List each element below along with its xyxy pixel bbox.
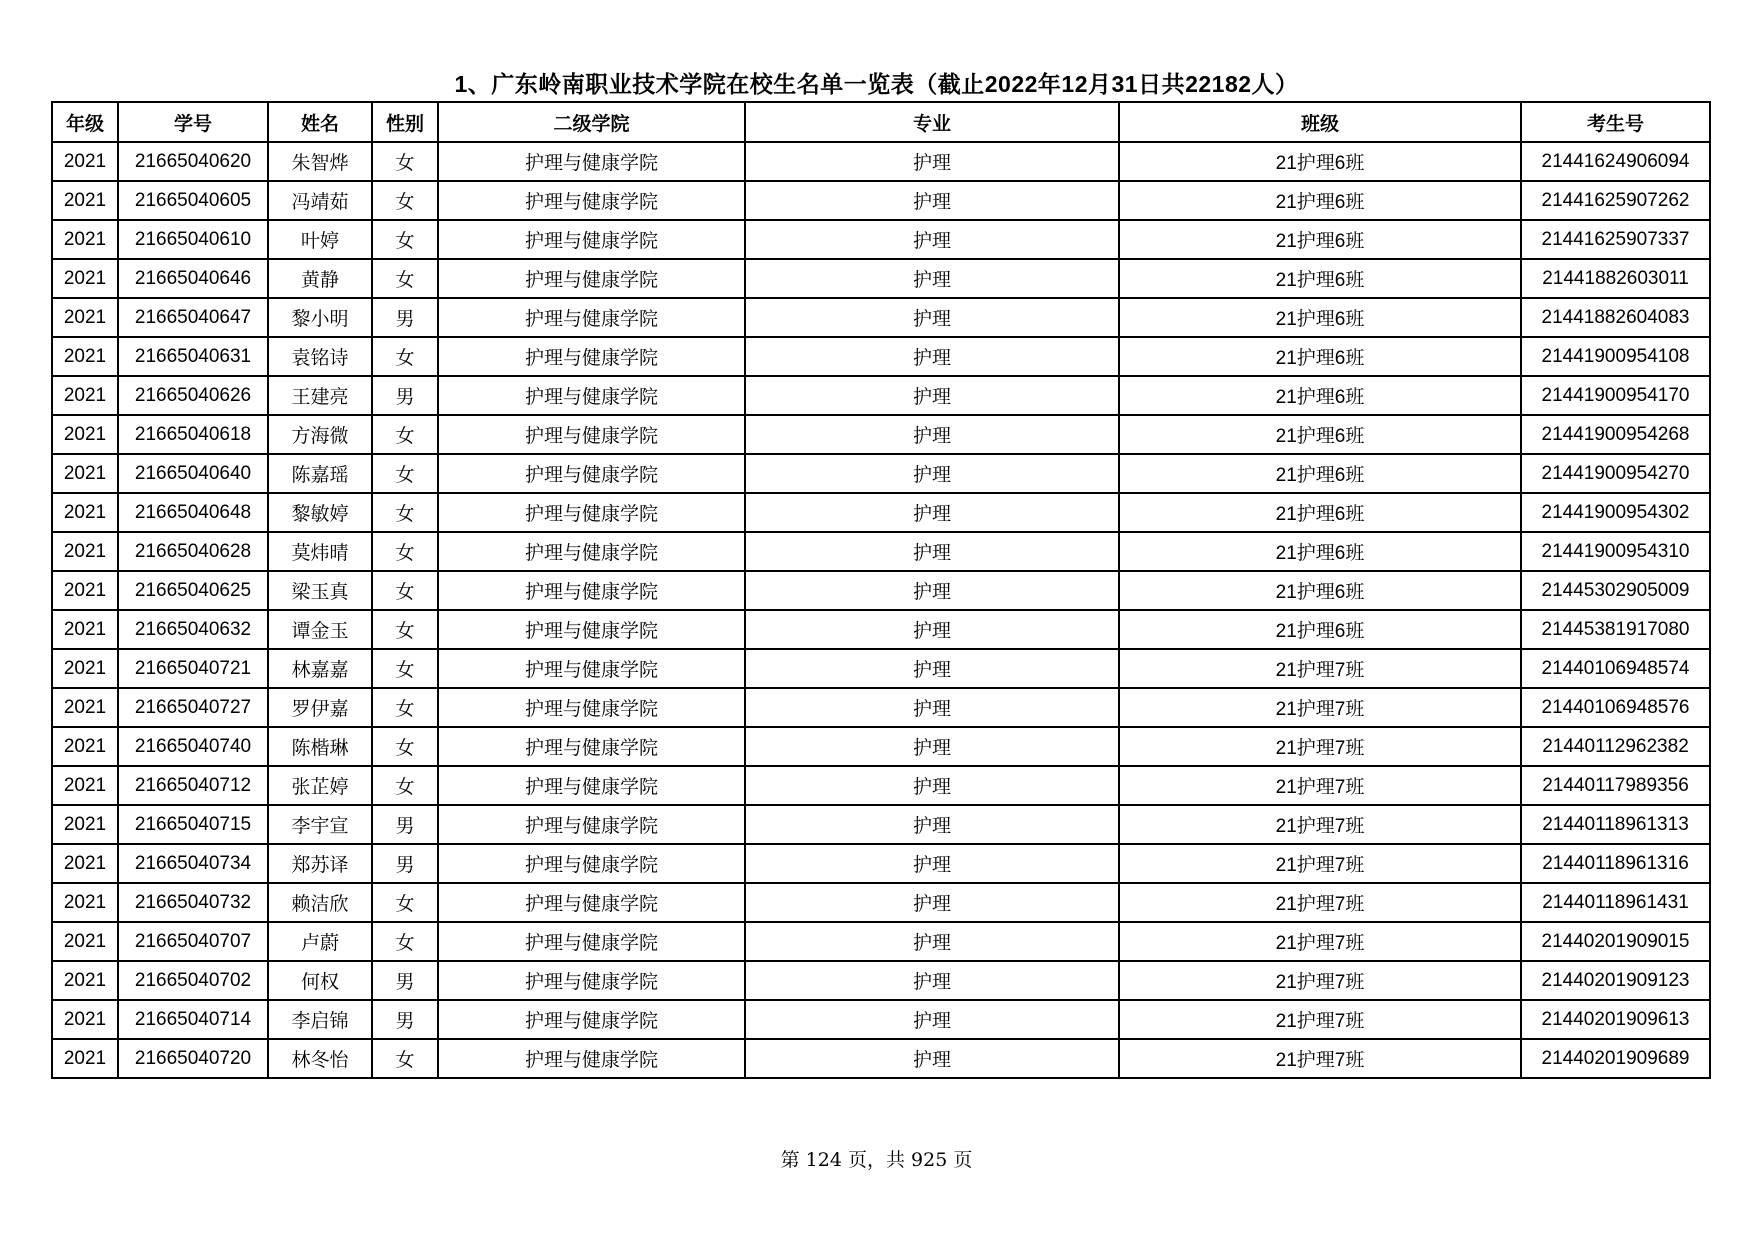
- cell-gender: 男: [372, 298, 438, 337]
- cell-gender: 女: [372, 142, 438, 181]
- cell-major: 护理: [745, 220, 1119, 259]
- cell-class: 21护理6班: [1119, 532, 1521, 571]
- table-row: [52, 805, 1710, 844]
- cell-exam-number: 21440201909613: [1521, 1000, 1710, 1039]
- cell-gender: 男: [372, 1000, 438, 1039]
- header-major: 专业: [745, 102, 1119, 142]
- table-row: [52, 844, 1710, 883]
- table-row: [52, 883, 1710, 922]
- cell-gender: 女: [372, 493, 438, 532]
- cell-student-id: 21665040721: [118, 649, 268, 688]
- page-title: 1、广东岭南职业技术学院在校生名单一览表（截止2022年12月31日共22182人）: [454, 71, 1299, 97]
- cell-class: 21护理6班: [1119, 610, 1521, 649]
- cell-class: 21护理6班: [1119, 415, 1521, 454]
- cell-class: 21护理7班: [1119, 1000, 1521, 1039]
- cell-major: 护理: [745, 610, 1119, 649]
- page-footer: 第 124 页，共 925 页: [780, 1149, 973, 1171]
- cell-student-id: 21665040632: [118, 610, 268, 649]
- cell-grade: 2021: [52, 454, 118, 493]
- cell-student-id: 21665040626: [118, 376, 268, 415]
- cell-name: 陈楷琳: [268, 727, 372, 766]
- cell-grade: 2021: [52, 142, 118, 181]
- cell-name: 张芷婷: [268, 766, 372, 805]
- cell-college: 护理与健康学院: [438, 1000, 745, 1039]
- cell-college: 护理与健康学院: [438, 922, 745, 961]
- table-row: [52, 376, 1710, 415]
- cell-college: 护理与健康学院: [438, 766, 745, 805]
- cell-name: 李启锦: [268, 1000, 372, 1039]
- cell-name: 袁铭诗: [268, 337, 372, 376]
- cell-class: 21护理6班: [1119, 259, 1521, 298]
- cell-major: 护理: [745, 766, 1119, 805]
- cell-exam-number: 21440117989356: [1521, 766, 1710, 805]
- table-row: [52, 961, 1710, 1000]
- cell-college: 护理与健康学院: [438, 805, 745, 844]
- cell-gender: 女: [372, 415, 438, 454]
- cell-major: 护理: [745, 649, 1119, 688]
- table-row: [52, 142, 1710, 181]
- cell-college: 护理与健康学院: [438, 259, 745, 298]
- cell-class: 21护理6班: [1119, 337, 1521, 376]
- cell-gender: 男: [372, 805, 438, 844]
- cell-grade: 2021: [52, 961, 118, 1000]
- cell-name: 黎敏婷: [268, 493, 372, 532]
- cell-college: 护理与健康学院: [438, 454, 745, 493]
- table-row: [52, 220, 1710, 259]
- cell-exam-number: 21440201909123: [1521, 961, 1710, 1000]
- cell-class: 21护理6班: [1119, 181, 1521, 220]
- cell-college: 护理与健康学院: [438, 1039, 745, 1078]
- cell-college: 护理与健康学院: [438, 532, 745, 571]
- cell-grade: 2021: [52, 532, 118, 571]
- cell-major: 护理: [745, 922, 1119, 961]
- cell-college: 护理与健康学院: [438, 220, 745, 259]
- cell-student-id: 21665040648: [118, 493, 268, 532]
- table-row: [52, 649, 1710, 688]
- table-row: [52, 1000, 1710, 1039]
- cell-college: 护理与健康学院: [438, 883, 745, 922]
- cell-grade: 2021: [52, 493, 118, 532]
- cell-exam-number: 21441882604083: [1521, 298, 1710, 337]
- table-row: [52, 571, 1710, 610]
- cell-name: 黄静: [268, 259, 372, 298]
- cell-student-id: 21665040620: [118, 142, 268, 181]
- cell-name: 郑苏译: [268, 844, 372, 883]
- cell-class: 21护理7班: [1119, 883, 1521, 922]
- cell-class: 21护理7班: [1119, 805, 1521, 844]
- cell-grade: 2021: [52, 610, 118, 649]
- cell-student-id: 21665040732: [118, 883, 268, 922]
- cell-name: 卢蔚: [268, 922, 372, 961]
- cell-student-id: 21665040646: [118, 259, 268, 298]
- header-college: 二级学院: [438, 102, 745, 142]
- cell-major: 护理: [745, 376, 1119, 415]
- cell-grade: 2021: [52, 1000, 118, 1039]
- cell-student-id: 21665040702: [118, 961, 268, 1000]
- cell-gender: 男: [372, 376, 438, 415]
- cell-exam-number: 21441900954310: [1521, 532, 1710, 571]
- cell-student-id: 21665040734: [118, 844, 268, 883]
- cell-major: 护理: [745, 181, 1119, 220]
- cell-class: 21护理6班: [1119, 454, 1521, 493]
- cell-major: 护理: [745, 805, 1119, 844]
- cell-gender: 女: [372, 766, 438, 805]
- cell-exam-number: 21440112962382: [1521, 727, 1710, 766]
- cell-major: 护理: [745, 337, 1119, 376]
- cell-student-id: 21665040605: [118, 181, 268, 220]
- cell-class: 21护理6班: [1119, 298, 1521, 337]
- cell-gender: 女: [372, 1039, 438, 1078]
- header-exam-number: 考生号: [1521, 102, 1710, 142]
- cell-class: 21护理7班: [1119, 649, 1521, 688]
- cell-name: 方海微: [268, 415, 372, 454]
- cell-student-id: 21665040628: [118, 532, 268, 571]
- cell-college: 护理与健康学院: [438, 649, 745, 688]
- student-roster-table: [51, 101, 1711, 1079]
- cell-major: 护理: [745, 415, 1119, 454]
- cell-name: 李宇宣: [268, 805, 372, 844]
- table-row: [52, 532, 1710, 571]
- cell-class: 21护理7班: [1119, 1039, 1521, 1078]
- cell-class: 21护理7班: [1119, 688, 1521, 727]
- table-row: [52, 181, 1710, 220]
- table-row: [52, 259, 1710, 298]
- cell-college: 护理与健康学院: [438, 337, 745, 376]
- cell-exam-number: 21441900954302: [1521, 493, 1710, 532]
- cell-grade: 2021: [52, 727, 118, 766]
- cell-major: 护理: [745, 727, 1119, 766]
- cell-exam-number: 21440118961313: [1521, 805, 1710, 844]
- cell-grade: 2021: [52, 259, 118, 298]
- cell-major: 护理: [745, 298, 1119, 337]
- cell-class: 21护理6班: [1119, 220, 1521, 259]
- table-row: [52, 688, 1710, 727]
- cell-student-id: 21665040625: [118, 571, 268, 610]
- cell-gender: 女: [372, 259, 438, 298]
- cell-name: 朱智烨: [268, 142, 372, 181]
- cell-student-id: 21665040720: [118, 1039, 268, 1078]
- cell-grade: 2021: [52, 688, 118, 727]
- cell-exam-number: 21441625907337: [1521, 220, 1710, 259]
- table-row: [52, 415, 1710, 454]
- cell-gender: 女: [372, 922, 438, 961]
- cell-class: 21护理6班: [1119, 376, 1521, 415]
- cell-major: 护理: [745, 259, 1119, 298]
- cell-gender: 女: [372, 688, 438, 727]
- cell-name: 叶婷: [268, 220, 372, 259]
- cell-college: 护理与健康学院: [438, 727, 745, 766]
- cell-major: 护理: [745, 883, 1119, 922]
- cell-exam-number: 21441624906094: [1521, 142, 1710, 181]
- cell-major: 护理: [745, 493, 1119, 532]
- cell-exam-number: 21440106948574: [1521, 649, 1710, 688]
- cell-name: 何权: [268, 961, 372, 1000]
- cell-gender: 女: [372, 181, 438, 220]
- cell-gender: 男: [372, 961, 438, 1000]
- cell-class: 21护理6班: [1119, 493, 1521, 532]
- cell-name: 冯靖茹: [268, 181, 372, 220]
- cell-gender: 女: [372, 883, 438, 922]
- table-row: [52, 610, 1710, 649]
- cell-student-id: 21665040740: [118, 727, 268, 766]
- cell-major: 护理: [745, 844, 1119, 883]
- cell-exam-number: 21440201909015: [1521, 922, 1710, 961]
- cell-student-id: 21665040610: [118, 220, 268, 259]
- cell-college: 护理与健康学院: [438, 493, 745, 532]
- cell-name: 罗伊嘉: [268, 688, 372, 727]
- cell-gender: 女: [372, 571, 438, 610]
- cell-gender: 女: [372, 454, 438, 493]
- cell-grade: 2021: [52, 571, 118, 610]
- cell-grade: 2021: [52, 1039, 118, 1078]
- cell-class: 21护理7班: [1119, 922, 1521, 961]
- cell-gender: 女: [372, 649, 438, 688]
- cell-grade: 2021: [52, 220, 118, 259]
- cell-exam-number: 21440201909689: [1521, 1039, 1710, 1078]
- table-row: [52, 493, 1710, 532]
- cell-gender: 女: [372, 532, 438, 571]
- cell-class: 21护理7班: [1119, 844, 1521, 883]
- cell-gender: 女: [372, 610, 438, 649]
- cell-grade: 2021: [52, 181, 118, 220]
- cell-name: 莫炜晴: [268, 532, 372, 571]
- cell-class: 21护理6班: [1119, 142, 1521, 181]
- cell-name: 黎小明: [268, 298, 372, 337]
- cell-grade: 2021: [52, 922, 118, 961]
- cell-exam-number: 21441900954108: [1521, 337, 1710, 376]
- cell-college: 护理与健康学院: [438, 142, 745, 181]
- cell-major: 护理: [745, 571, 1119, 610]
- cell-exam-number: 21441882603011: [1521, 259, 1710, 298]
- table-row: [52, 454, 1710, 493]
- cell-college: 护理与健康学院: [438, 610, 745, 649]
- table-row: [52, 727, 1710, 766]
- cell-student-id: 21665040714: [118, 1000, 268, 1039]
- cell-major: 护理: [745, 1039, 1119, 1078]
- table-row: [52, 337, 1710, 376]
- cell-grade: 2021: [52, 805, 118, 844]
- cell-college: 护理与健康学院: [438, 961, 745, 1000]
- cell-name: 陈嘉瑶: [268, 454, 372, 493]
- cell-gender: 女: [372, 220, 438, 259]
- cell-student-id: 21665040707: [118, 922, 268, 961]
- cell-exam-number: 21445381917080: [1521, 610, 1710, 649]
- cell-student-id: 21665040715: [118, 805, 268, 844]
- cell-major: 护理: [745, 1000, 1119, 1039]
- table-row: [52, 1039, 1710, 1078]
- header-student-id: 学号: [118, 102, 268, 142]
- header-gender: 性别: [372, 102, 438, 142]
- cell-exam-number: 21441900954268: [1521, 415, 1710, 454]
- cell-exam-number: 21440106948576: [1521, 688, 1710, 727]
- cell-class: 21护理6班: [1119, 571, 1521, 610]
- cell-exam-number: 21445302905009: [1521, 571, 1710, 610]
- cell-college: 护理与健康学院: [438, 376, 745, 415]
- cell-college: 护理与健康学院: [438, 415, 745, 454]
- cell-major: 护理: [745, 961, 1119, 1000]
- cell-major: 护理: [745, 688, 1119, 727]
- cell-college: 护理与健康学院: [438, 844, 745, 883]
- header-class: 班级: [1119, 102, 1521, 142]
- header-grade: 年级: [52, 102, 118, 142]
- cell-class: 21护理7班: [1119, 961, 1521, 1000]
- cell-exam-number: 21441900954170: [1521, 376, 1710, 415]
- cell-student-id: 21665040631: [118, 337, 268, 376]
- table-body: [52, 142, 1710, 1078]
- cell-class: 21护理7班: [1119, 727, 1521, 766]
- cell-grade: 2021: [52, 649, 118, 688]
- cell-grade: 2021: [52, 883, 118, 922]
- cell-grade: 2021: [52, 337, 118, 376]
- cell-exam-number: 21441900954270: [1521, 454, 1710, 493]
- cell-major: 护理: [745, 454, 1119, 493]
- cell-name: 谭金玉: [268, 610, 372, 649]
- cell-name: 赖洁欣: [268, 883, 372, 922]
- cell-gender: 女: [372, 337, 438, 376]
- cell-grade: 2021: [52, 766, 118, 805]
- cell-major: 护理: [745, 142, 1119, 181]
- cell-college: 护理与健康学院: [438, 181, 745, 220]
- cell-student-id: 21665040727: [118, 688, 268, 727]
- cell-grade: 2021: [52, 376, 118, 415]
- cell-student-id: 21665040647: [118, 298, 268, 337]
- cell-name: 王建亮: [268, 376, 372, 415]
- cell-name: 林冬怡: [268, 1039, 372, 1078]
- cell-grade: 2021: [52, 844, 118, 883]
- cell-grade: 2021: [52, 298, 118, 337]
- cell-college: 护理与健康学院: [438, 688, 745, 727]
- cell-gender: 女: [372, 727, 438, 766]
- cell-exam-number: 21441625907262: [1521, 181, 1710, 220]
- cell-college: 护理与健康学院: [438, 571, 745, 610]
- table-row: [52, 922, 1710, 961]
- header-name: 姓名: [268, 102, 372, 142]
- cell-student-id: 21665040640: [118, 454, 268, 493]
- table-header-row: [52, 102, 1710, 142]
- cell-exam-number: 21440118961316: [1521, 844, 1710, 883]
- cell-class: 21护理7班: [1119, 766, 1521, 805]
- cell-student-id: 21665040712: [118, 766, 268, 805]
- cell-major: 护理: [745, 532, 1119, 571]
- cell-gender: 男: [372, 844, 438, 883]
- cell-exam-number: 21440118961431: [1521, 883, 1710, 922]
- cell-name: 林嘉嘉: [268, 649, 372, 688]
- cell-college: 护理与健康学院: [438, 298, 745, 337]
- cell-grade: 2021: [52, 415, 118, 454]
- table-row: [52, 766, 1710, 805]
- cell-name: 梁玉真: [268, 571, 372, 610]
- table-row: [52, 298, 1710, 337]
- cell-student-id: 21665040618: [118, 415, 268, 454]
